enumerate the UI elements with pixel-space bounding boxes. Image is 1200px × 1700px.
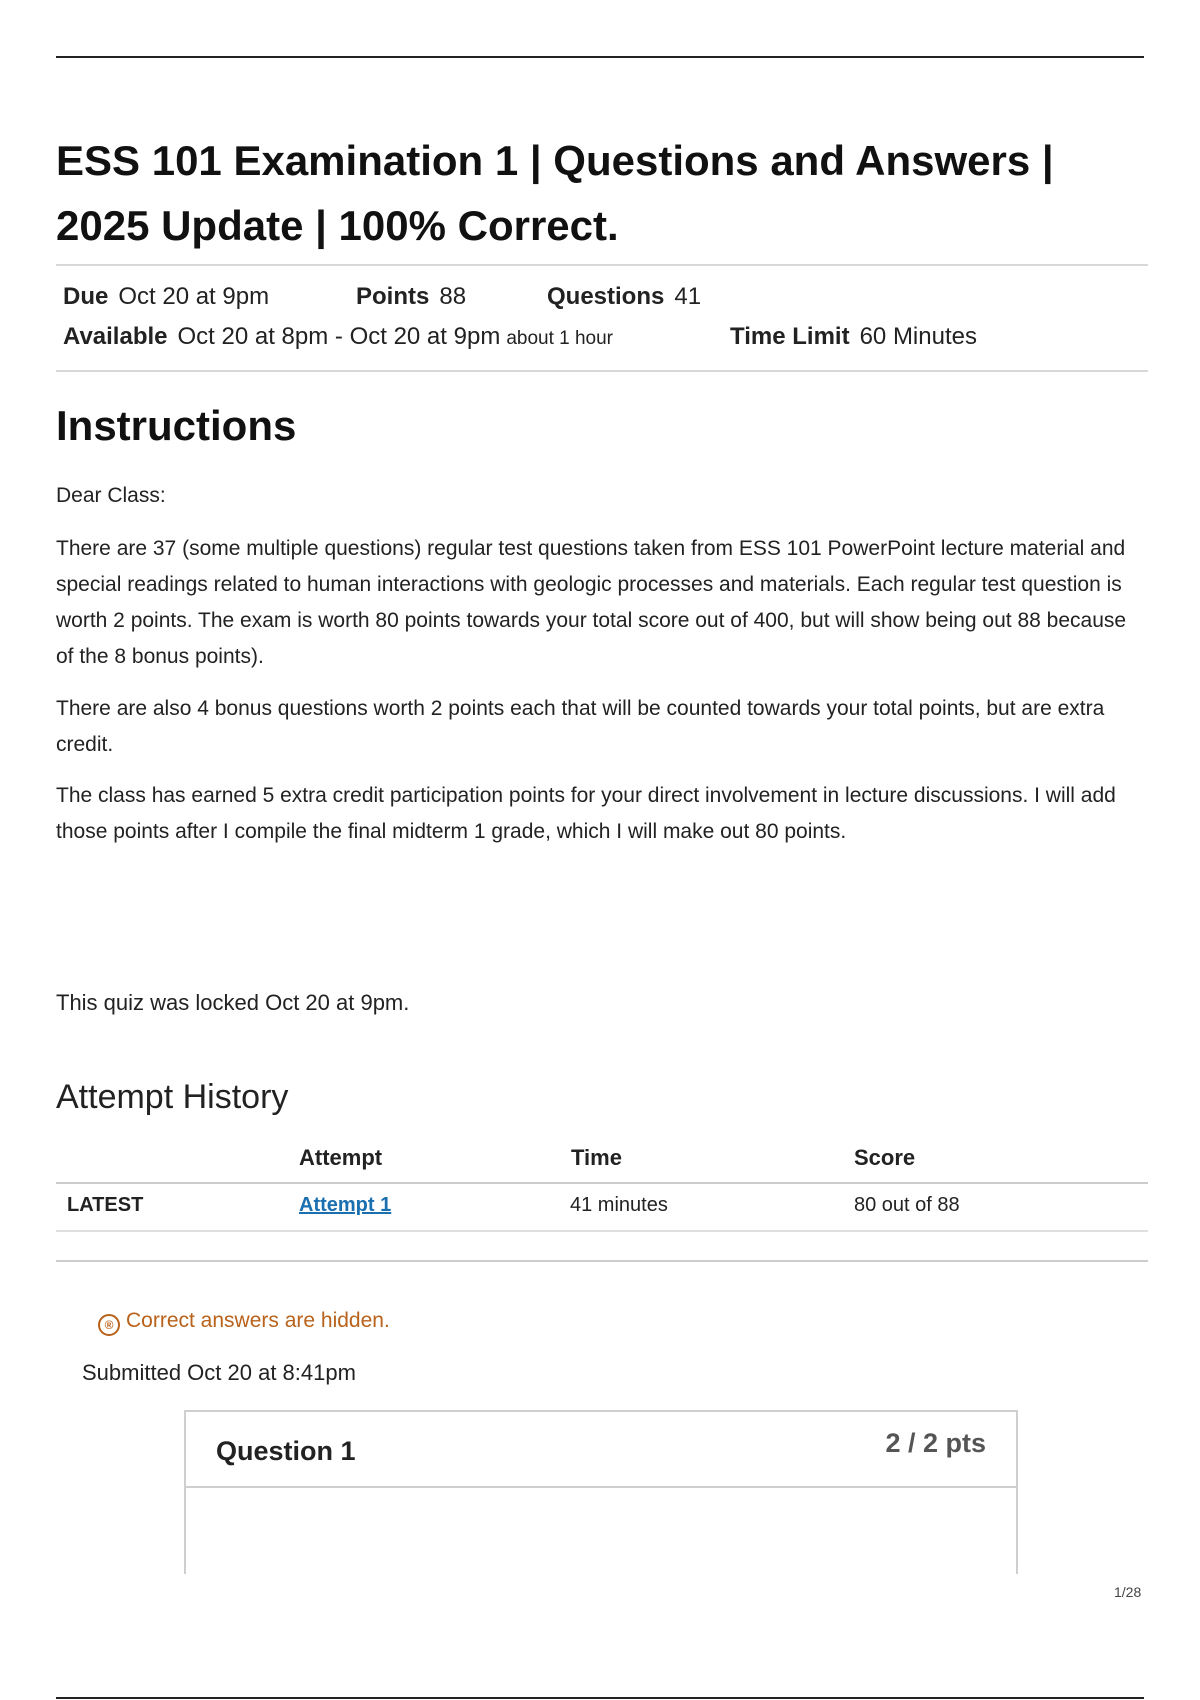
correct-answers-hidden-notice <box>98 1309 390 1336</box>
question-points: 2 / 2 pts <box>885 1428 986 1458</box>
instructions-greeting: Dear Class: <box>56 484 166 507</box>
attempt-link[interactable]: Attempt 1 <box>299 1194 392 1216</box>
top-rule <box>56 56 1144 58</box>
due-value: Oct 20 at 9pm <box>118 283 270 310</box>
divider <box>56 1260 1148 1262</box>
available-label: Available <box>63 323 168 350</box>
questions-label: Questions <box>547 283 665 310</box>
attempt-score: 80 out of 88 <box>854 1194 960 1216</box>
latest-label: LATEST <box>67 1194 144 1216</box>
column-header-time: Time <box>571 1145 622 1170</box>
due-label: Due <box>63 283 109 310</box>
instructions-heading: Instructions <box>56 402 297 449</box>
instructions-paragraph: There are also 4 bonus questions worth 2 points each that will be counted towards your total points, but are extra credit. <box>56 697 1105 756</box>
questions-value: 41 <box>674 283 702 310</box>
bottom-rule <box>56 1697 1144 1699</box>
column-header-score: Score <box>854 1145 916 1170</box>
available-value: Oct 20 at 8pm - Oct 20 at 9pm <box>177 323 501 350</box>
attempt-time: 41 minutes <box>570 1194 668 1216</box>
instructions-paragraph: There are 37 (some multiple questions) regular test questions taken from ESS 101 PowerPoint lecture material and special readings related to human interactions with geologic processes and materials. Each regular test question is worth 2 points. The exam is worth 80 points towards your total score out of 400, but will show being out 88 because of the 8 bonus points). <box>56 537 1127 668</box>
available-info <box>63 323 613 351</box>
questions-info <box>547 283 701 311</box>
column-header-attempt: Attempt <box>299 1145 383 1170</box>
time-limit-value: 60 Minutes <box>859 323 977 350</box>
points-info <box>356 283 466 311</box>
points-value: 88 <box>439 283 467 310</box>
attempt-history-heading: Attempt History <box>56 1078 289 1116</box>
divider <box>56 370 1148 372</box>
question-header <box>186 1412 1016 1488</box>
time-limit-info <box>730 323 977 351</box>
time-limit-label: Time Limit <box>730 323 850 350</box>
page-title: ESS 101 Examination 1 | Questions and Answers | 2025 Update | 100% Correct. <box>56 137 1054 249</box>
divider <box>56 264 1148 266</box>
question-title: Question 1 <box>216 1436 356 1466</box>
page-number: 1/28 <box>1114 1584 1142 1600</box>
submitted-timestamp: Submitted Oct 20 at 8:41pm <box>82 1360 356 1385</box>
notice-text: Correct answers are hidden. <box>126 1309 390 1332</box>
table-row-rule <box>56 1230 1148 1232</box>
table-header-rule <box>56 1182 1148 1184</box>
instructions-paragraph: The class has earned 5 extra credit participation points for your direct involvement in lecture discussions. I will add those points after I compile the final midterm 1 grade, which I will make out 80 points. <box>56 784 1116 843</box>
locked-notice: This quiz was locked Oct 20 at 9pm. <box>56 990 410 1015</box>
due-info <box>63 283 269 311</box>
question-card <box>184 1410 1018 1574</box>
points-label: Points <box>356 283 430 310</box>
available-duration: about 1 hour <box>506 328 614 349</box>
hidden-answers-icon: ® <box>98 1314 120 1336</box>
